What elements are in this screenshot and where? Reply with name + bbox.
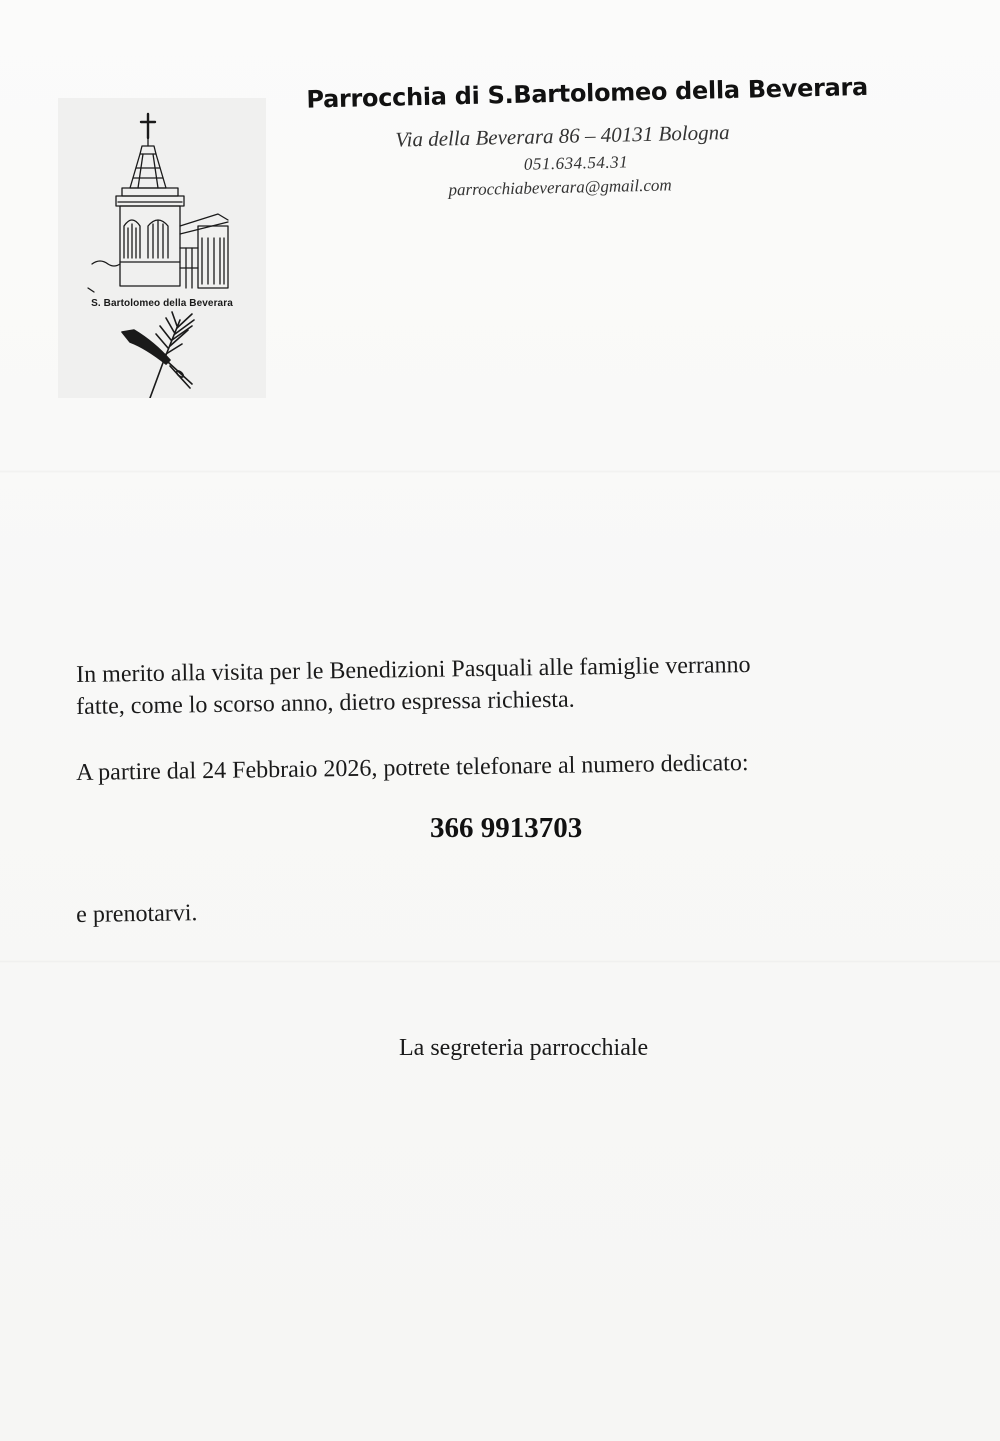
paragraph-1-line-2: fatte, come lo scorso anno, dietro espressa richiesta. <box>76 686 575 720</box>
letterhead <box>290 67 930 200</box>
closing-line: e prenotarvi. <box>76 900 198 928</box>
church-icon <box>58 98 266 398</box>
parish-phone: 051.634.54.31 <box>523 152 629 174</box>
dedicated-phone-number: 366 9913703 <box>430 812 583 844</box>
parish-logo <box>58 98 266 398</box>
paper-fold <box>0 960 1000 963</box>
logo-caption: S. Bartolomeo della Beverara <box>91 298 233 309</box>
parish-address: Via della Beverara 86 – 40131 Bologna <box>395 120 730 152</box>
parish-name: Parrocchia di S.Bartolomeo della Beverara <box>306 72 869 114</box>
knife-and-palm-icon <box>122 312 194 398</box>
parish-email: parrocchiabeverara@gmail.com <box>448 175 672 200</box>
signature: La segreteria parrocchiale <box>399 1035 649 1061</box>
paper-fold <box>0 470 1000 473</box>
paragraph-1-line-1: In merito alla visita per le Benedizioni Pasquali alle famiglie verranno <box>76 651 751 688</box>
paragraph-2: A partire dal 24 Febbraio 2026, potrete telefonare al numero dedicato: <box>76 750 749 786</box>
